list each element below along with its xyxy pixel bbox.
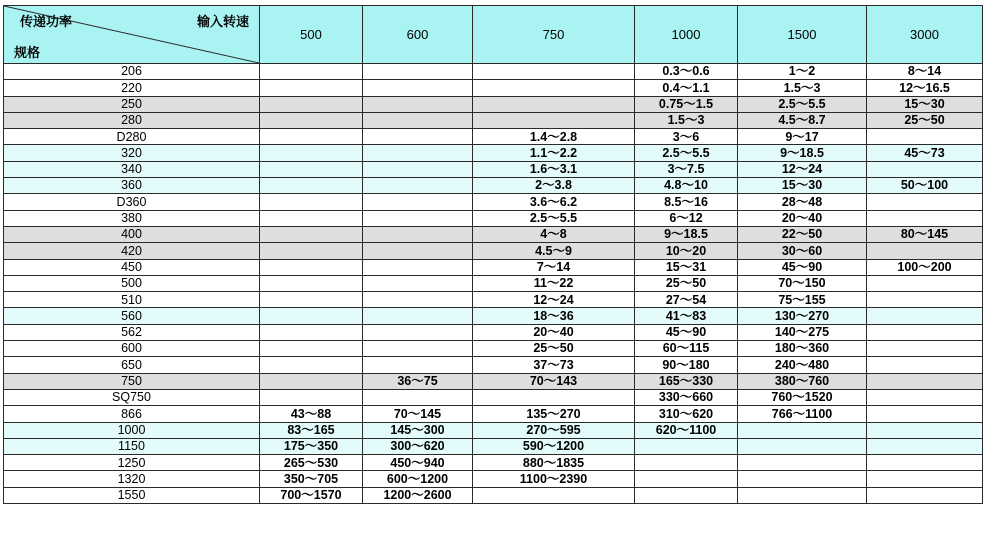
power-range-cell	[260, 226, 363, 242]
spec-cell: SQ750	[4, 389, 260, 405]
power-range-cell: 10～20	[635, 243, 738, 259]
spec-cell: D280	[4, 129, 260, 145]
power-range-cell: 27～54	[635, 292, 738, 308]
power-range-cell: 2.5～5.5	[635, 145, 738, 161]
table-row	[4, 129, 983, 145]
spec-cell: D360	[4, 194, 260, 210]
power-range-cell: 1.4～2.8	[473, 129, 635, 145]
power-range-cell: 30～60	[738, 243, 867, 259]
table-row	[4, 178, 983, 194]
power-range-cell	[867, 487, 983, 503]
power-range-cell: 25～50	[635, 275, 738, 291]
table-row	[4, 145, 983, 161]
power-range-cell: 1.5～3	[635, 112, 738, 128]
power-range-cell: 25～50	[867, 112, 983, 128]
power-range-cell	[867, 438, 983, 454]
table-row	[4, 112, 983, 128]
power-range-cell	[738, 487, 867, 503]
power-range-cell	[867, 161, 983, 177]
power-range-cell: 100～200	[867, 259, 983, 275]
table-row	[4, 226, 983, 242]
power-range-cell	[635, 455, 738, 471]
power-range-cell: 20～40	[473, 324, 635, 340]
table-row	[4, 64, 983, 80]
spec-cell: 560	[4, 308, 260, 324]
power-range-cell	[363, 226, 473, 242]
power-range-cell: 9～18.5	[635, 226, 738, 242]
power-range-cell: 4.5～9	[473, 243, 635, 259]
power-range-cell	[738, 455, 867, 471]
power-range-cell	[867, 357, 983, 373]
spec-cell: 1320	[4, 471, 260, 487]
power-range-cell	[635, 487, 738, 503]
table-row	[4, 406, 983, 422]
power-range-cell: 45～73	[867, 145, 983, 161]
power-range-cell	[635, 438, 738, 454]
spec-cell: 280	[4, 112, 260, 128]
power-range-cell	[260, 324, 363, 340]
table-row	[4, 389, 983, 405]
power-range-cell	[260, 389, 363, 405]
power-range-cell: 70～150	[738, 275, 867, 291]
power-range-cell: 12～16.5	[867, 80, 983, 96]
spec-cell: 1000	[4, 422, 260, 438]
power-range-cell	[473, 389, 635, 405]
power-range-cell: 8～14	[867, 64, 983, 80]
power-range-cell: 25～50	[473, 341, 635, 357]
power-range-cell	[260, 243, 363, 259]
power-range-cell	[363, 112, 473, 128]
power-range-cell	[473, 112, 635, 128]
power-range-cell: 12～24	[738, 161, 867, 177]
power-range-cell	[363, 341, 473, 357]
spec-cell: 866	[4, 406, 260, 422]
power-range-cell	[363, 80, 473, 96]
power-range-cell	[867, 275, 983, 291]
power-range-cell	[867, 243, 983, 259]
power-range-cell	[363, 292, 473, 308]
spec-cell: 450	[4, 259, 260, 275]
power-range-cell: 1100～2390	[473, 471, 635, 487]
power-range-cell: 45～90	[635, 324, 738, 340]
power-range-cell: 4.8～10	[635, 178, 738, 194]
table-row	[4, 80, 983, 96]
power-range-cell: 1200～2600	[363, 487, 473, 503]
spec-cell: 250	[4, 96, 260, 112]
power-range-cell: 1～2	[738, 64, 867, 80]
power-range-cell: 41～83	[635, 308, 738, 324]
power-range-cell	[260, 161, 363, 177]
spec-cell: 340	[4, 161, 260, 177]
power-range-cell: 22～50	[738, 226, 867, 242]
power-range-cell	[260, 112, 363, 128]
power-range-cell: 180～360	[738, 341, 867, 357]
spec-cell: 500	[4, 275, 260, 291]
power-range-cell: 130～270	[738, 308, 867, 324]
power-range-cell	[260, 64, 363, 80]
power-range-cell: 380～760	[738, 373, 867, 389]
table-row	[4, 210, 983, 226]
power-range-cell: 90～180	[635, 357, 738, 373]
power-range-cell	[260, 259, 363, 275]
power-range-cell: 15～30	[738, 178, 867, 194]
power-range-cell: 43～88	[260, 406, 363, 422]
power-range-cell: 45～90	[738, 259, 867, 275]
power-range-cell: 760～1520	[738, 389, 867, 405]
table-row	[4, 161, 983, 177]
power-range-cell	[867, 373, 983, 389]
spec-cell: 1550	[4, 487, 260, 503]
power-range-cell: 60～115	[635, 341, 738, 357]
power-speed-table	[3, 5, 983, 504]
power-range-cell	[363, 96, 473, 112]
power-range-cell	[867, 129, 983, 145]
table-row	[4, 455, 983, 471]
power-range-cell	[260, 308, 363, 324]
table-row	[4, 259, 983, 275]
power-range-cell: 3～6	[635, 129, 738, 145]
spec-cell: 562	[4, 324, 260, 340]
speed-header-3000: 3000	[867, 6, 983, 64]
power-range-cell	[363, 145, 473, 161]
table-row	[4, 308, 983, 324]
table-row	[4, 341, 983, 357]
power-range-cell: 83～165	[260, 422, 363, 438]
power-range-cell	[260, 373, 363, 389]
corner-header-cell	[4, 6, 260, 64]
power-range-cell: 165～330	[635, 373, 738, 389]
power-range-cell: 36～75	[363, 373, 473, 389]
corner-label-power: 传递功率	[20, 14, 73, 29]
power-range-cell	[260, 80, 363, 96]
power-range-cell: 6～12	[635, 210, 738, 226]
power-range-cell: 766～1100	[738, 406, 867, 422]
power-range-cell	[867, 389, 983, 405]
table-row	[4, 96, 983, 112]
spec-cell: 510	[4, 292, 260, 308]
power-range-cell: 2～3.8	[473, 178, 635, 194]
power-range-cell: 75～155	[738, 292, 867, 308]
power-range-cell	[867, 292, 983, 308]
spec-cell: 400	[4, 226, 260, 242]
power-range-cell: 140～275	[738, 324, 867, 340]
power-range-cell: 2.5～5.5	[738, 96, 867, 112]
power-range-cell: 4～8	[473, 226, 635, 242]
power-range-cell: 700～1570	[260, 487, 363, 503]
power-range-cell	[738, 471, 867, 487]
power-range-cell: 9～18.5	[738, 145, 867, 161]
power-range-cell	[867, 471, 983, 487]
power-range-cell: 175～350	[260, 438, 363, 454]
table-row	[4, 324, 983, 340]
table-body	[4, 64, 983, 504]
power-range-cell: 350～705	[260, 471, 363, 487]
power-range-cell: 1.6～3.1	[473, 161, 635, 177]
spec-cell: 600	[4, 341, 260, 357]
power-range-cell: 620～1100	[635, 422, 738, 438]
spec-cell: 1150	[4, 438, 260, 454]
power-range-cell: 15～30	[867, 96, 983, 112]
power-range-cell: 7～14	[473, 259, 635, 275]
power-range-cell: 28～48	[738, 194, 867, 210]
table-row	[4, 438, 983, 454]
power-range-cell	[260, 178, 363, 194]
power-range-cell: 0.3～0.6	[635, 64, 738, 80]
power-range-cell	[260, 210, 363, 226]
power-range-cell: 20～40	[738, 210, 867, 226]
power-range-cell: 4.5～8.7	[738, 112, 867, 128]
spec-cell: 650	[4, 357, 260, 373]
power-range-cell: 135～270	[473, 406, 635, 422]
power-range-cell: 18～36	[473, 308, 635, 324]
power-range-cell: 70～143	[473, 373, 635, 389]
table-row	[4, 194, 983, 210]
table-row	[4, 487, 983, 503]
power-range-cell: 310～620	[635, 406, 738, 422]
power-range-cell	[738, 422, 867, 438]
power-range-cell: 0.4～1.1	[635, 80, 738, 96]
power-range-cell	[867, 455, 983, 471]
power-range-cell	[867, 194, 983, 210]
power-range-cell	[867, 308, 983, 324]
table-row	[4, 373, 983, 389]
power-range-cell: 15～31	[635, 259, 738, 275]
power-range-cell	[363, 178, 473, 194]
power-range-cell	[867, 210, 983, 226]
power-range-cell: 8.5～16	[635, 194, 738, 210]
power-range-cell	[473, 96, 635, 112]
power-range-cell: 3.6～6.2	[473, 194, 635, 210]
spec-cell: 750	[4, 373, 260, 389]
power-range-cell	[260, 129, 363, 145]
power-range-cell: 2.5～5.5	[473, 210, 635, 226]
power-range-cell: 70～145	[363, 406, 473, 422]
power-range-cell: 0.75～1.5	[635, 96, 738, 112]
power-range-cell	[867, 324, 983, 340]
power-range-cell: 240～480	[738, 357, 867, 373]
spec-cell: 360	[4, 178, 260, 194]
spec-cell: 380	[4, 210, 260, 226]
power-range-cell	[635, 471, 738, 487]
table-row	[4, 357, 983, 373]
power-range-cell	[260, 341, 363, 357]
table-row	[4, 422, 983, 438]
power-range-cell: 1.5～3	[738, 80, 867, 96]
power-range-cell: 11～22	[473, 275, 635, 291]
table-row	[4, 471, 983, 487]
power-range-cell: 145～300	[363, 422, 473, 438]
power-range-cell	[473, 487, 635, 503]
power-range-cell	[260, 145, 363, 161]
power-range-cell	[363, 357, 473, 373]
spec-cell: 320	[4, 145, 260, 161]
power-range-cell	[867, 422, 983, 438]
power-range-cell: 50～100	[867, 178, 983, 194]
spec-cell: 220	[4, 80, 260, 96]
power-range-cell	[363, 194, 473, 210]
speed-header-600: 600	[363, 6, 473, 64]
power-range-cell	[260, 357, 363, 373]
power-range-cell	[473, 64, 635, 80]
speed-header-1000: 1000	[635, 6, 738, 64]
power-range-cell: 37～73	[473, 357, 635, 373]
power-range-cell: 9～17	[738, 129, 867, 145]
power-range-cell: 12～24	[473, 292, 635, 308]
power-range-cell: 270～595	[473, 422, 635, 438]
corner-label-spec: 规格	[14, 45, 41, 60]
header-row	[4, 6, 983, 64]
power-range-cell	[363, 389, 473, 405]
table-row	[4, 243, 983, 259]
power-range-cell	[260, 96, 363, 112]
power-range-cell	[260, 292, 363, 308]
table-row	[4, 275, 983, 291]
speed-header-750: 750	[473, 6, 635, 64]
speed-header-1500: 1500	[738, 6, 867, 64]
power-range-cell	[260, 275, 363, 291]
power-range-cell	[363, 243, 473, 259]
power-range-cell: 1.1～2.2	[473, 145, 635, 161]
power-range-cell: 880～1835	[473, 455, 635, 471]
power-range-cell: 600～1200	[363, 471, 473, 487]
power-range-cell	[363, 259, 473, 275]
power-range-cell: 300～620	[363, 438, 473, 454]
spec-cell: 1250	[4, 455, 260, 471]
power-range-cell	[473, 80, 635, 96]
speed-header-500: 500	[260, 6, 363, 64]
power-range-cell: 590～1200	[473, 438, 635, 454]
power-range-cell	[363, 129, 473, 145]
power-range-cell	[363, 324, 473, 340]
spec-cell: 206	[4, 64, 260, 80]
power-range-cell	[867, 341, 983, 357]
power-range-cell: 3～7.5	[635, 161, 738, 177]
power-range-cell	[363, 64, 473, 80]
corner-label-speed: 输入转速	[196, 14, 249, 29]
power-range-cell	[363, 210, 473, 226]
power-range-cell	[867, 406, 983, 422]
power-range-cell	[260, 194, 363, 210]
power-range-cell	[363, 275, 473, 291]
power-range-cell	[363, 308, 473, 324]
power-range-cell	[738, 438, 867, 454]
table-row	[4, 292, 983, 308]
power-range-cell: 330～660	[635, 389, 738, 405]
power-range-cell: 80～145	[867, 226, 983, 242]
power-range-cell: 450～940	[363, 455, 473, 471]
power-range-cell	[363, 161, 473, 177]
power-range-cell: 265～530	[260, 455, 363, 471]
spec-cell: 420	[4, 243, 260, 259]
